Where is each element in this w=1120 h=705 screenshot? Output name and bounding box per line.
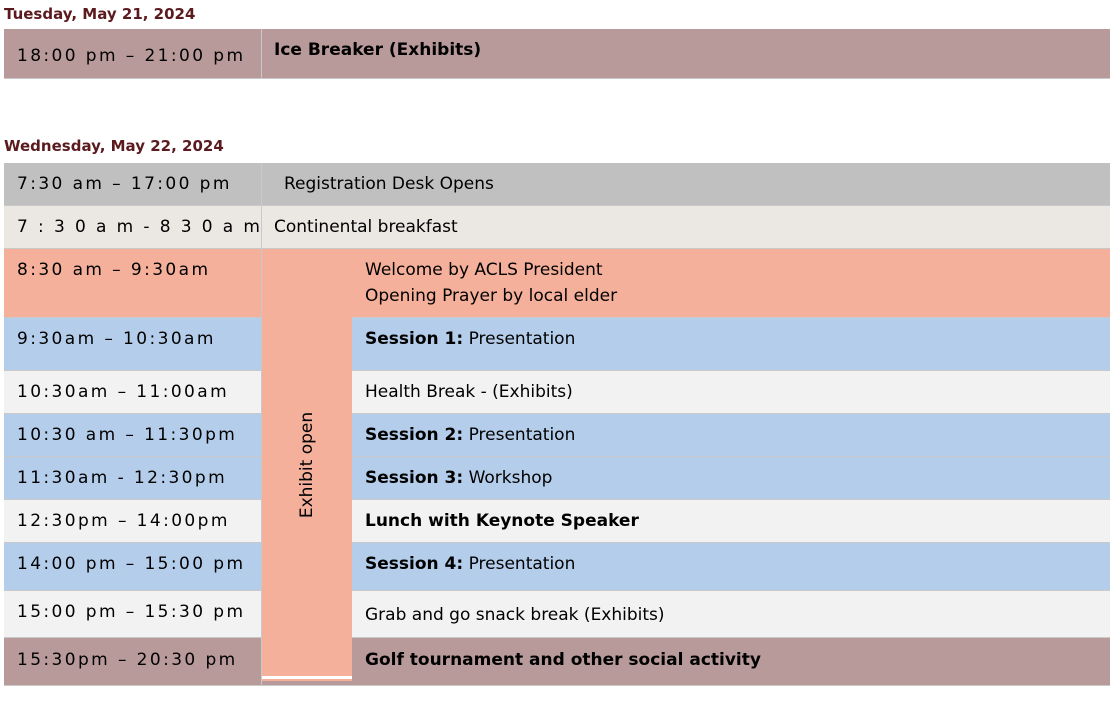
- activity: [365, 414, 575, 456]
- schedule-row: [4, 500, 1110, 543]
- schedule-row: [4, 249, 1110, 318]
- activity: [365, 543, 575, 590]
- activity-bold: Ice Breaker (Exhibits): [274, 40, 482, 60]
- schedule-row: [4, 638, 1110, 686]
- activity-text: Welcome by ACLS President: [365, 260, 603, 280]
- activity-text: Continental breakfast: [274, 217, 458, 237]
- activity-bold: Session 2:: [365, 425, 464, 445]
- activity-bold: Session 4:: [365, 554, 464, 574]
- time-slot: 14:00 pm – 15:00 pm: [4, 543, 262, 590]
- activity: [365, 318, 575, 370]
- activity: [365, 457, 552, 499]
- activity: [365, 638, 761, 685]
- activity: [365, 500, 639, 542]
- activity: [274, 29, 481, 78]
- activity: [274, 206, 458, 248]
- schedule-row: [4, 318, 1110, 371]
- activity-text: Presentation: [463, 425, 576, 445]
- schedule-row: [4, 457, 1110, 500]
- activity-text: Presentation: [463, 554, 576, 574]
- time-slot: 7:30 am – 17:00 pm: [4, 163, 262, 205]
- time-slot: 10:30 am – 11:30pm: [4, 414, 262, 456]
- day-title-wednesday: Wednesday, May 22, 2024: [4, 137, 224, 155]
- activity-text: Health Break - (Exhibits): [365, 382, 573, 402]
- activity-bold: Golf tournament and other social activity: [365, 650, 761, 670]
- activity: [365, 257, 617, 325]
- activity-text: Presentation: [463, 329, 576, 349]
- schedule-row: [4, 206, 1110, 249]
- schedule-row: [4, 591, 1110, 638]
- exhibit-column-divider: [262, 676, 352, 679]
- schedule-row: [4, 414, 1110, 457]
- activity: [365, 371, 573, 413]
- activity-text: Registration Desk Opens: [284, 174, 494, 194]
- exhibit-open-column: [262, 249, 352, 681]
- activity-bold: Lunch with Keynote Speaker: [365, 511, 639, 531]
- time-slot: 12:30pm – 14:00pm: [4, 500, 262, 542]
- schedule-row: [4, 543, 1110, 591]
- activity-text-2: Opening Prayer by local elder: [365, 286, 618, 306]
- time-slot: 8:30 am – 9:30am: [4, 249, 262, 317]
- time-slot: 11:30am - 12:30pm: [4, 457, 262, 499]
- day-title-tuesday: Tuesday, May 21, 2024: [4, 5, 196, 23]
- activity-bold: Session 1:: [365, 329, 464, 349]
- time-slot: 10:30am – 11:00am: [4, 371, 262, 413]
- schedule-row: [4, 163, 1110, 206]
- time-slot: 7 : 3 0 a m - 8 3 0 a m: [4, 206, 262, 248]
- time-slot: 18:00 pm – 21:00 pm: [4, 29, 262, 78]
- activity-bold: Session 3:: [365, 468, 464, 488]
- time-slot: 15:00 pm – 15:30 pm: [4, 591, 262, 637]
- activity: [365, 591, 665, 637]
- activity: [284, 163, 494, 205]
- activity-text: Grab and go snack break (Exhibits): [365, 605, 665, 625]
- schedule-row: [4, 371, 1110, 414]
- exhibit-open-label: Exhibit open: [297, 411, 317, 519]
- time-slot: 15:30pm – 20:30 pm: [4, 638, 262, 685]
- activity-text: Workshop: [463, 468, 553, 488]
- time-slot: 9:30am – 10:30am: [4, 318, 262, 370]
- schedule-row: [4, 29, 1110, 79]
